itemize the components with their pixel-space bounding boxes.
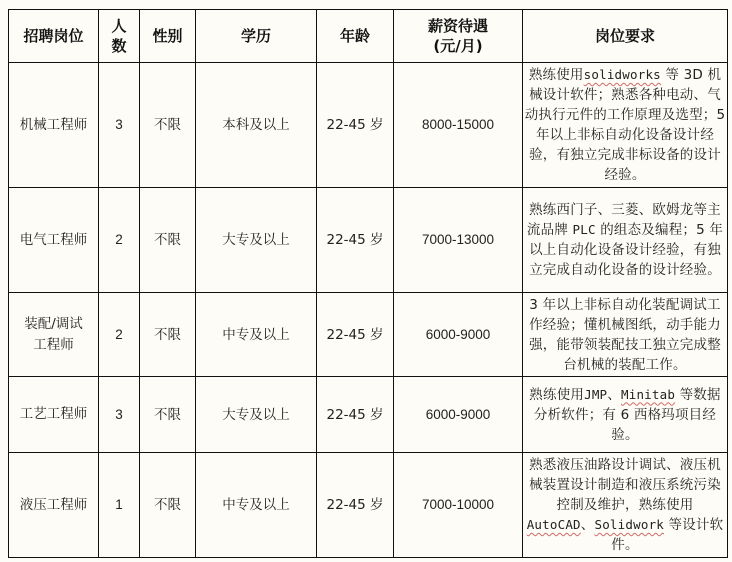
spellcheck-word: Minitab [621, 386, 676, 402]
cell-position: 液压工程师 [9, 453, 99, 558]
cell-gender: 不限 [140, 293, 196, 377]
cell-salary: 8000-15000 [394, 63, 523, 188]
cell-count: 1 [99, 453, 140, 558]
cell-count: 3 [99, 377, 140, 453]
req-jmp: JMP [584, 386, 608, 402]
req-sep: 、 [580, 517, 595, 533]
table-row [9, 63, 728, 188]
table-row [9, 377, 728, 453]
cell-age: 22-45 岁 [317, 188, 394, 293]
cell-requirements [523, 63, 728, 188]
req-sep: 、 [607, 386, 621, 403]
cell-requirements [523, 188, 728, 293]
req-text: 熟练使用 [528, 67, 584, 83]
cell-count: 2 [99, 293, 140, 377]
header-salary-line2: (元/月) [433, 37, 483, 55]
header-count-line2: 数 [111, 37, 127, 55]
table-row [9, 293, 728, 377]
spellcheck-word: solidworks [583, 67, 661, 82]
cell-education: 本科及以上 [196, 63, 317, 188]
cell-count: 2 [99, 188, 140, 293]
cell-gender: 不限 [140, 377, 196, 453]
header-requirements: 岗位要求 [523, 10, 728, 63]
header-count [99, 10, 140, 63]
cell-position: 装配/调试工程师 [9, 293, 99, 377]
cell-requirements [523, 453, 728, 558]
cell-gender: 不限 [140, 63, 196, 188]
spellcheck-word: AutoCAD [526, 517, 581, 532]
cell-age: 22-45 岁 [317, 453, 394, 558]
cell-salary: 7000-13000 [394, 188, 523, 293]
req-text: 熟练使用 [529, 386, 585, 403]
header-count-line1: 人 [111, 17, 127, 35]
req-text: 熟练西门子、三菱、欧姆龙等主流品牌 [526, 202, 721, 238]
cell-salary: 6000-9000 [394, 377, 523, 453]
cell-education: 中专及以上 [196, 293, 317, 377]
cell-salary: 7000-10000 [394, 453, 523, 558]
cell-salary: 6000-9000 [394, 293, 523, 377]
header-position: 招聘岗位 [9, 10, 99, 63]
table-row [9, 188, 728, 293]
header-salary [394, 10, 523, 63]
recruitment-table [8, 9, 728, 558]
header-education: 学历 [196, 10, 317, 63]
cell-education: 大专及以上 [196, 188, 317, 293]
header-row [9, 10, 728, 63]
cell-gender: 不限 [140, 453, 196, 558]
cell-position: 电气工程师 [9, 188, 99, 293]
table-row [9, 453, 728, 558]
cell-gender: 不限 [140, 188, 196, 293]
cell-position: 工艺工程师 [9, 377, 99, 453]
cell-age: 22-45 岁 [317, 377, 394, 453]
header-age: 年龄 [317, 10, 394, 63]
cell-count: 3 [99, 63, 140, 188]
header-gender: 性别 [140, 10, 196, 63]
req-text: 的组态及编程；5 年以上自动化设备设计经验，有独立完成自动化设备的设计经验。 [529, 222, 724, 278]
cell-education: 中专及以上 [196, 453, 317, 558]
cell-requirements [523, 377, 728, 453]
cell-age: 22-45 岁 [317, 293, 394, 377]
req-text: 等 3D 机械设计软件；熟悉各种电动、气动执行元件的工作原理及选型；5 年以上非标自动化设备设计经验，有独立完成非标设备的设计经验。 [524, 67, 726, 183]
req-plc: PLC [572, 222, 596, 237]
header-salary-line1: 薪资待遇 [427, 17, 488, 35]
cell-education: 大专及以上 [196, 377, 317, 453]
req-text: 熟悉液压油路设计调试、液压机械装置设计制造和液压系统污染控制及维护，熟练使用 [529, 457, 721, 513]
cell-position: 机械工程师 [9, 63, 99, 188]
cell-age: 22-45 岁 [317, 63, 394, 188]
req-text: 等数据分析软件；有 6 西格玛项目经验。 [533, 386, 721, 443]
cell-requirements [523, 293, 728, 377]
spellcheck-word: Solidwork [594, 517, 665, 532]
req-text: 等设计软件。 [611, 517, 724, 553]
req-text: 3 年以上非标自动化装配调试工作经验；懂机械图纸，动手能力强，能带领装配技工独立完成整台机械的装配工作。 [529, 296, 721, 373]
